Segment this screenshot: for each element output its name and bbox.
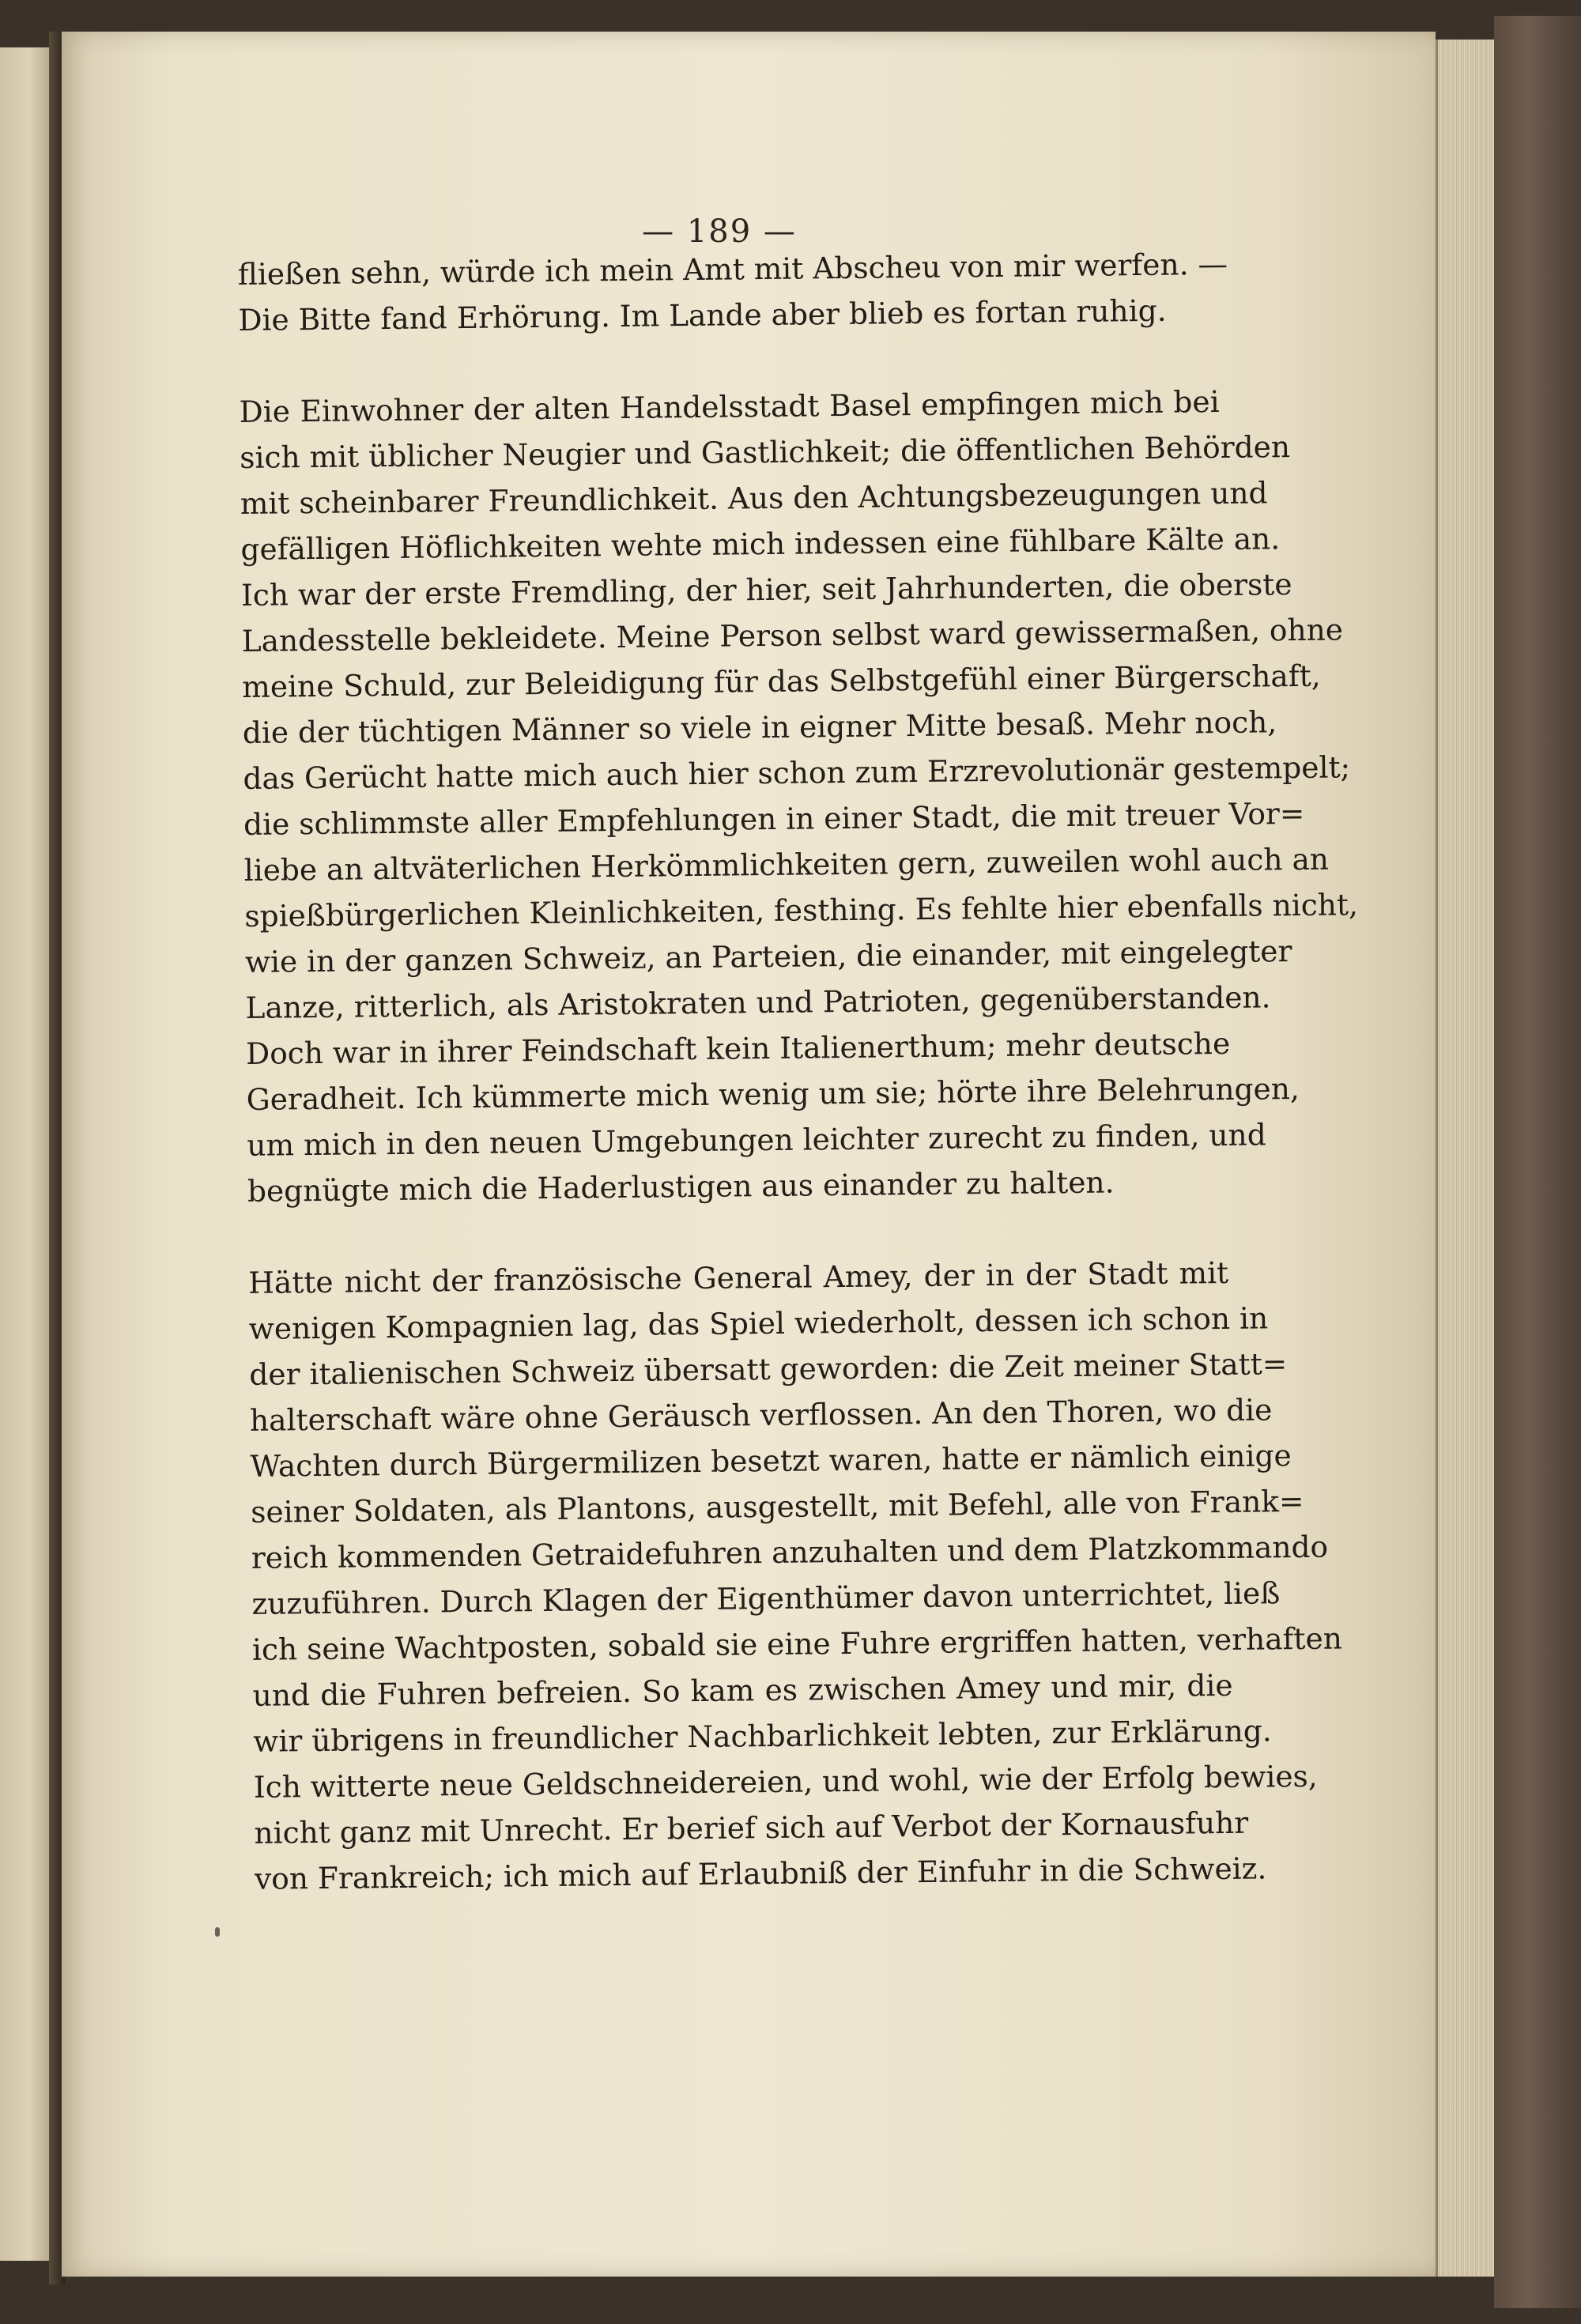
text-line: wir übrigens in freundlicher Nachbarlichkeit lebten, zur Erklärung. — [253, 1713, 1272, 1759]
text-line: Lanze, ritterlich, als Aristokraten und Patrioten, gegenüberstanden. — [245, 979, 1271, 1025]
ink-mark — [215, 1927, 220, 1937]
text-line: begnügte mich die Haderlustigen aus einander zu halten. — [247, 1164, 1115, 1209]
text-line: und die Fuhren befreien. So kam es zwischen Amey und mir, die — [252, 1667, 1233, 1713]
paragraph-3 — [247, 1250, 1343, 1902]
text-line: gefälligen Höflichkeiten wehte mich indessen eine fühlbare Kälte an. — [240, 521, 1281, 567]
text-line: meine Schuld, zur Beleidigung für das Selbstgefühl einer Bürgerschaft, — [242, 658, 1321, 704]
text-line: seiner Soldaten, als Plantons, ausgestellt, mit Befehl, alle von Frank= — [250, 1483, 1304, 1530]
page-number: — 189 — — [642, 213, 797, 250]
text-line: von Frankreich; ich mich auf Erlaubniß der Einfuhr in die Schweiz. — [254, 1851, 1267, 1896]
text-line: nicht ganz mit Unrecht. Er berief sich auf Verbot der Kornausfuhr — [254, 1805, 1249, 1851]
text-line: Wachten durch Bürgermilizen besetzt waren, hatte er nämlich einige — [250, 1438, 1292, 1484]
book-cover-edge — [1494, 16, 1581, 2308]
text-line: sich mit üblicher Neugier und Gastlichkeit; die öffentlichen Behörden — [240, 429, 1291, 475]
text-line: fließen sehn, würde ich mein Amt mit Abscheu von mir werfen. — — [237, 246, 1228, 292]
text-line: reich kommenden Getraidefuhren anzuhalten und dem Platzkommando — [251, 1529, 1329, 1575]
text-line: Ich witterte neue Geldschneidereien, und wohl, wie der Erfolg bewies, — [253, 1758, 1318, 1805]
text-line: spießbürgerlichen Kleinlichkeiten, festhing. Es fehlte hier ebenfalls nicht, — [244, 887, 1359, 934]
page-edges — [1436, 40, 1496, 2277]
left-page-edge — [0, 47, 51, 2261]
body-text — [237, 202, 1359, 1902]
text-line: wie in der ganzen Schweiz, an Parteien, die einander, mit eingelegter — [244, 934, 1292, 979]
text-line: liebe an altväterlichen Herkömmlichkeiten gern, zuweilen wohl auch an — [243, 841, 1330, 888]
text-line: Doch war in ihrer Feindschaft kein Italienerthum; mehr deutsche — [245, 1025, 1231, 1071]
text-line: Landesstelle bekleidete. Meine Person selbst ward gewissermaßen, ohne — [241, 612, 1344, 658]
text-line: Die Einwohner der alten Handelsstadt Basel empfingen mich bei — [239, 384, 1220, 429]
text-line: halterschaft wäre ohne Geräusch verflossen. An den Thoren, wo die — [249, 1392, 1273, 1438]
text-line: ich seine Wachtposten, sobald sie eine Fuhre ergriffen hatten, verhaften — [251, 1620, 1343, 1667]
text-line: die der tüchtigen Männer so viele in eigner Mitte besaß. Mehr noch, — [242, 704, 1277, 750]
text-line: zuzuführen. Durch Klagen der Eigenthümer davon unterrichtet, ließ — [251, 1575, 1281, 1621]
text-line: um mich in den neuen Umgebungen leichter zurecht zu finden, und — [247, 1117, 1266, 1163]
text-line: der italienischen Schweiz übersatt geworden: die Zeit meiner Statt= — [249, 1346, 1288, 1392]
text-line: mit scheinbarer Freundlichkeit. Aus den Achtungsbezeugungen und — [240, 475, 1268, 521]
text-line: Die Bitte fand Erhörung. Im Lande aber blieb es fortan ruhig. — [238, 292, 1167, 338]
paragraph-1 — [237, 241, 1228, 343]
text-line: wenigen Kompagnien lag, das Spiel wiederholt, dessen ich schon in — [248, 1300, 1269, 1346]
text-line: Hätte nicht der französische General Amey, der in der Stadt mit — [247, 1254, 1229, 1300]
paragraph-2 — [239, 379, 1359, 1214]
text-line: das Gerücht hatte mich auch hier schon zum Erzrevolutionär gestempelt; — [243, 749, 1351, 796]
text-line: Geradheit. Ich kümmerte mich wenig um sie; hörte ihre Belehrungen, — [246, 1070, 1300, 1117]
text-line: Ich war der erste Fremdling, der hier, seit Jahrhunderten, die oberste — [240, 567, 1292, 613]
text-line: die schlimmste aller Empfehlungen in einer Stadt, die mit treuer Vor= — [243, 795, 1305, 842]
